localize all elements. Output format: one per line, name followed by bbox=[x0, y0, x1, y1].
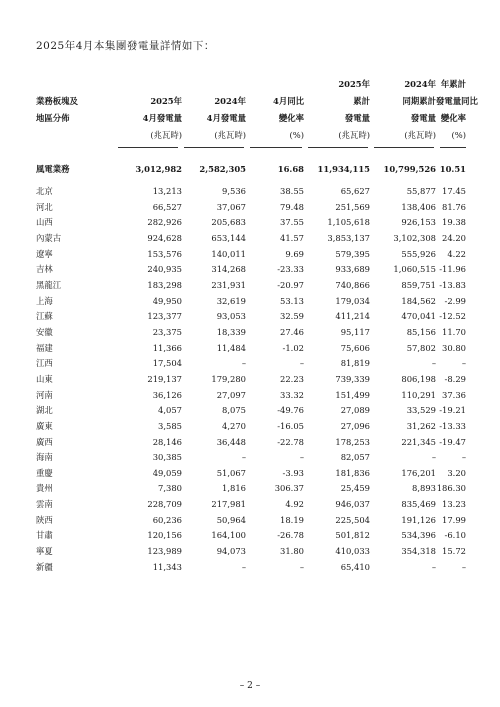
cell-apr-change: 22.23 bbox=[280, 373, 304, 384]
cell-apr-2024: 11,484 bbox=[216, 342, 246, 353]
cell-apr-2025: 28,146 bbox=[152, 436, 182, 447]
cell-apr-2024: 36,448 bbox=[216, 436, 246, 447]
table-row bbox=[36, 200, 466, 216]
cell-apr-2024: – bbox=[241, 452, 246, 463]
cell-region: 山西 bbox=[36, 217, 53, 228]
cell-ytd-change: – bbox=[461, 561, 466, 572]
cell-ytd-2024: 859,751 bbox=[401, 279, 436, 290]
header-rule bbox=[440, 147, 466, 148]
cell-region: 江蘇 bbox=[36, 311, 53, 322]
cell-ytd-change: – bbox=[461, 452, 466, 463]
header-line: (%) bbox=[451, 130, 466, 140]
cell-ytd-2025: 179,034 bbox=[335, 295, 370, 306]
cell-region: 黑龍江 bbox=[36, 279, 62, 290]
cell-apr-change: -1.02 bbox=[282, 342, 304, 353]
cell-ytd-2024: 470,041 bbox=[401, 311, 436, 322]
table-row bbox=[36, 325, 466, 341]
cell-ytd-2025: 579,395 bbox=[335, 248, 370, 259]
table-row bbox=[36, 309, 466, 325]
cell-ytd-2025: 75,606 bbox=[340, 342, 370, 353]
cell-apr-change: – bbox=[299, 358, 304, 369]
cell-apr-change: 53.13 bbox=[280, 295, 304, 306]
cell-apr-2025: 219,137 bbox=[147, 373, 182, 384]
cell-apr-2024: 50,964 bbox=[216, 514, 246, 525]
cell-ytd-2024: – bbox=[431, 452, 436, 463]
table-row bbox=[36, 513, 466, 529]
cell-ytd-2025: 740,866 bbox=[335, 279, 370, 290]
cell-apr-change: 16.68 bbox=[277, 164, 304, 174]
cell-ytd-change: 4.22 bbox=[447, 248, 466, 259]
cell-apr-2025: 924,628 bbox=[147, 232, 182, 243]
cell-ytd-change: -19.21 bbox=[439, 405, 466, 416]
cell-region: 廣西 bbox=[36, 436, 53, 447]
cell-apr-change: -3.93 bbox=[282, 467, 304, 478]
header-rule bbox=[118, 147, 178, 148]
table-row bbox=[36, 481, 466, 497]
table-row bbox=[36, 466, 466, 482]
table-row bbox=[36, 419, 466, 435]
header-line: 業務板塊及 bbox=[36, 96, 78, 106]
cell-apr-change: -22.78 bbox=[277, 436, 304, 447]
cell-ytd-2025: 501,812 bbox=[335, 530, 370, 541]
table-row bbox=[36, 497, 466, 513]
cell-ytd-2025: 181,836 bbox=[335, 467, 370, 478]
cell-apr-2025: 120,156 bbox=[147, 530, 182, 541]
cell-region: 上海 bbox=[36, 295, 53, 306]
cell-ytd-2025: 65,410 bbox=[340, 561, 370, 572]
cell-apr-2025: 123,989 bbox=[147, 546, 182, 557]
table-row bbox=[36, 247, 466, 263]
cell-apr-2025: 282,926 bbox=[147, 217, 182, 228]
header-2024-ytd bbox=[370, 76, 436, 144]
cell-ytd-2024: 10,799,526 bbox=[383, 164, 436, 174]
cell-region: 北京 bbox=[36, 186, 53, 196]
cell-ytd-change: 81.76 bbox=[442, 201, 466, 212]
cell-apr-2025: 60,236 bbox=[152, 514, 182, 525]
cell-ytd-2024: 31,262 bbox=[406, 420, 436, 431]
table-row-total bbox=[36, 162, 466, 184]
cell-ytd-2025: 178,253 bbox=[335, 436, 370, 447]
table-row bbox=[36, 278, 466, 294]
cell-ytd-2024: 184,562 bbox=[401, 295, 436, 306]
cell-ytd-change: 13.23 bbox=[442, 499, 466, 510]
cell-apr-change: -49.76 bbox=[277, 405, 304, 416]
cell-apr-change: -16.05 bbox=[277, 420, 304, 431]
cell-apr-change: 79.48 bbox=[280, 201, 304, 212]
header-line: (兆瓦時) bbox=[338, 130, 370, 140]
header-line: (兆瓦時) bbox=[404, 130, 436, 140]
cell-apr-2024: 9,536 bbox=[222, 186, 246, 196]
cell-apr-2024: 37,067 bbox=[216, 201, 246, 212]
cell-apr-2025: 11,366 bbox=[152, 342, 182, 353]
header-rule bbox=[374, 147, 434, 148]
header-apr-change bbox=[246, 93, 304, 144]
table-row bbox=[36, 544, 466, 560]
cell-ytd-change: -6.10 bbox=[444, 530, 466, 541]
header-line: 2024年 bbox=[404, 79, 436, 89]
cell-apr-2025: 49,059 bbox=[152, 467, 182, 478]
cell-ytd-change: -13.33 bbox=[439, 420, 466, 431]
header-2025-apr bbox=[118, 93, 182, 144]
header-line: 4月發電量 bbox=[206, 113, 246, 123]
cell-ytd-2025: 1,105,618 bbox=[327, 217, 370, 228]
table-row bbox=[36, 184, 466, 200]
cell-ytd-2025: 82,057 bbox=[340, 452, 370, 463]
cell-ytd-2024: – bbox=[431, 358, 436, 369]
table-row bbox=[36, 294, 466, 310]
table-row bbox=[36, 215, 466, 231]
cell-apr-change: 31.80 bbox=[280, 546, 304, 557]
cell-apr-change: – bbox=[299, 452, 304, 463]
cell-apr-2025: 3,012,982 bbox=[135, 164, 182, 174]
cell-apr-2025: 49,950 bbox=[152, 295, 182, 306]
cell-ytd-2025: 65,627 bbox=[340, 186, 370, 196]
cell-ytd-change: 17.99 bbox=[442, 514, 466, 525]
table-row bbox=[36, 528, 466, 544]
header-rule bbox=[184, 147, 244, 148]
header-region bbox=[36, 93, 106, 127]
cell-apr-change: 9.69 bbox=[285, 248, 304, 259]
table-row bbox=[36, 356, 466, 372]
table-row bbox=[36, 403, 466, 419]
cell-ytd-change: -13.83 bbox=[439, 279, 466, 290]
cell-apr-change: 33.32 bbox=[280, 389, 304, 400]
cell-apr-change: – bbox=[299, 561, 304, 572]
cell-ytd-change: 30.80 bbox=[442, 342, 466, 353]
header-line: 變化率 bbox=[278, 113, 304, 123]
table-row bbox=[36, 231, 466, 247]
cell-apr-change: 27.46 bbox=[280, 326, 304, 337]
cell-ytd-2025: 933,689 bbox=[335, 264, 370, 275]
intro-text: 2025年4月本集團發電量詳情如下： bbox=[36, 40, 215, 52]
cell-apr-2025: 66,527 bbox=[152, 201, 182, 212]
header-line: (兆瓦時) bbox=[214, 130, 246, 140]
cell-region: 雲南 bbox=[36, 499, 53, 510]
cell-region: 風電業務 bbox=[36, 164, 70, 174]
cell-region: 福建 bbox=[36, 342, 53, 353]
cell-apr-2024: 94,073 bbox=[216, 546, 246, 557]
cell-apr-2024: 32,619 bbox=[216, 295, 246, 306]
cell-apr-2025: 13,213 bbox=[152, 186, 182, 196]
cell-apr-2024: 4,270 bbox=[222, 420, 246, 431]
cell-ytd-2024: 8,893 bbox=[412, 483, 436, 494]
cell-ytd-2025: 3,853,137 bbox=[327, 232, 370, 243]
cell-ytd-2024: 926,153 bbox=[401, 217, 436, 228]
cell-ytd-change: -19.47 bbox=[439, 436, 466, 447]
cell-ytd-2024: 3,102,308 bbox=[393, 232, 436, 243]
cell-ytd-change: 19.38 bbox=[442, 217, 466, 228]
header-line: (兆瓦時) bbox=[150, 130, 182, 140]
cell-ytd-2024: 138,406 bbox=[401, 201, 436, 212]
cell-apr-2025: 3,585 bbox=[158, 420, 182, 431]
cell-region: 遼寧 bbox=[36, 248, 53, 259]
cell-apr-2024: 93,053 bbox=[216, 311, 246, 322]
cell-ytd-2025: 739,339 bbox=[335, 373, 370, 384]
cell-ytd-2024: 85,156 bbox=[406, 326, 436, 337]
cell-apr-change: 306.37 bbox=[274, 483, 304, 494]
header-line: 2025年 bbox=[150, 96, 182, 106]
cell-region: 甘肅 bbox=[36, 530, 53, 541]
cell-apr-2025: 4,057 bbox=[158, 405, 182, 416]
cell-ytd-2024: 1,060,515 bbox=[393, 264, 436, 275]
cell-apr-change: 18.19 bbox=[280, 514, 304, 525]
cell-apr-2025: 7,380 bbox=[158, 483, 182, 494]
cell-ytd-change: -11.96 bbox=[439, 264, 466, 275]
header-line: 2024年 bbox=[214, 96, 246, 106]
cell-apr-2024: 140,011 bbox=[211, 248, 246, 259]
cell-ytd-change: 15.72 bbox=[442, 546, 466, 557]
cell-ytd-2024: 221,345 bbox=[401, 436, 436, 447]
cell-ytd-2024: 191,126 bbox=[401, 514, 436, 525]
cell-region: 河北 bbox=[36, 201, 53, 212]
generation-table bbox=[36, 162, 466, 575]
header-line: 同期累計 bbox=[402, 96, 436, 106]
cell-ytd-2025: 95,117 bbox=[340, 326, 370, 337]
cell-region: 寧夏 bbox=[36, 546, 53, 557]
cell-region: 貴州 bbox=[36, 483, 53, 494]
header-2024-apr bbox=[182, 93, 246, 144]
cell-ytd-2025: 151,499 bbox=[335, 389, 370, 400]
cell-ytd-2025: 11,934,115 bbox=[317, 164, 370, 174]
header-rule bbox=[308, 147, 368, 148]
header-line: 發電量 bbox=[410, 113, 436, 123]
cell-apr-2024: 8,075 bbox=[222, 405, 246, 416]
cell-ytd-change: 37.36 bbox=[442, 389, 466, 400]
cell-region: 湖北 bbox=[36, 405, 53, 416]
cell-ytd-2024: 33,529 bbox=[406, 405, 436, 416]
cell-apr-2025: 123,377 bbox=[147, 311, 182, 322]
cell-ytd-2024: 534,396 bbox=[401, 530, 436, 541]
cell-apr-2024: 164,100 bbox=[211, 530, 246, 541]
header-2025-ytd bbox=[304, 76, 370, 144]
cell-ytd-2025: 25,459 bbox=[340, 483, 370, 494]
cell-apr-2025: 11,343 bbox=[152, 561, 182, 572]
cell-apr-2025: 17,504 bbox=[152, 358, 182, 369]
cell-apr-change: 38.55 bbox=[280, 186, 304, 196]
cell-ytd-2025: 225,504 bbox=[335, 514, 370, 525]
cell-ytd-2024: 354,318 bbox=[401, 546, 436, 557]
header-line: 2025年 bbox=[338, 79, 370, 89]
cell-apr-change: -20.97 bbox=[277, 279, 304, 290]
cell-ytd-2024: 110,291 bbox=[401, 389, 436, 400]
cell-apr-2024: 217,981 bbox=[211, 499, 246, 510]
cell-region: 重慶 bbox=[36, 467, 53, 478]
cell-apr-2025: 228,709 bbox=[147, 499, 182, 510]
cell-region: 江西 bbox=[36, 358, 53, 369]
cell-region: 海南 bbox=[36, 452, 53, 463]
cell-ytd-2025: 410,033 bbox=[335, 546, 370, 557]
cell-apr-2024: 2,582,305 bbox=[199, 164, 246, 174]
cell-apr-2024: 179,280 bbox=[211, 373, 246, 384]
table-row bbox=[36, 341, 466, 357]
cell-apr-change: -26.78 bbox=[277, 530, 304, 541]
cell-region: 河南 bbox=[36, 389, 53, 400]
cell-apr-change: 37.55 bbox=[280, 217, 304, 228]
header-line: 累計 bbox=[353, 96, 370, 106]
cell-region: 廣東 bbox=[36, 420, 53, 431]
cell-ytd-2025: 27,089 bbox=[340, 405, 370, 416]
header-ytd-change bbox=[436, 76, 478, 144]
cell-apr-2024: 205,683 bbox=[211, 217, 246, 228]
cell-ytd-change: -12.52 bbox=[439, 311, 466, 322]
cell-apr-2024: 653,144 bbox=[211, 232, 246, 243]
cell-region: 內蒙古 bbox=[36, 232, 62, 243]
cell-ytd-change: 3.20 bbox=[447, 467, 466, 478]
header-line: 年累計 bbox=[440, 79, 466, 89]
cell-region: 吉林 bbox=[36, 264, 53, 275]
cell-ytd-change: -8.29 bbox=[444, 373, 466, 384]
cell-apr-change: 41.57 bbox=[280, 232, 304, 243]
cell-ytd-2025: 946,037 bbox=[335, 499, 370, 510]
header-line: (%) bbox=[289, 130, 304, 140]
table-row bbox=[36, 450, 466, 466]
cell-ytd-2024: 176,201 bbox=[401, 467, 436, 478]
cell-ytd-2025: 81,819 bbox=[340, 358, 370, 369]
table-row bbox=[36, 560, 466, 576]
table-row bbox=[36, 388, 466, 404]
cell-ytd-2025: 251,569 bbox=[335, 201, 370, 212]
cell-apr-2025: 36,126 bbox=[152, 389, 182, 400]
cell-apr-change: -23.33 bbox=[277, 264, 304, 275]
cell-apr-2024: 314,268 bbox=[211, 264, 246, 275]
header-line: 變化率 bbox=[440, 113, 466, 123]
table-row bbox=[36, 435, 466, 451]
header-line: 地區分佈 bbox=[36, 113, 70, 123]
cell-apr-2024: – bbox=[241, 358, 246, 369]
header-line: 發電量同比 bbox=[436, 96, 478, 106]
cell-apr-2024: 231,931 bbox=[211, 279, 246, 290]
header-line: 4月同比 bbox=[273, 96, 304, 106]
cell-ytd-change: 186.30 bbox=[436, 483, 466, 494]
cell-apr-2025: 153,576 bbox=[147, 248, 182, 259]
cell-region: 陝西 bbox=[36, 514, 53, 525]
page-number: – 2 – bbox=[239, 681, 261, 691]
cell-ytd-change: 11.70 bbox=[442, 326, 466, 337]
cell-ytd-2025: 411,214 bbox=[335, 311, 370, 322]
cell-apr-change: 4.92 bbox=[285, 499, 304, 510]
cell-ytd-change: 10.51 bbox=[439, 164, 466, 174]
cell-apr-2025: 240,935 bbox=[147, 264, 182, 275]
cell-ytd-2024: 555,926 bbox=[401, 248, 436, 259]
table-row bbox=[36, 372, 466, 388]
cell-apr-2024: 51,067 bbox=[216, 467, 246, 478]
cell-apr-2025: 30,385 bbox=[152, 452, 182, 463]
cell-ytd-2024: 806,198 bbox=[401, 373, 436, 384]
header-line: 4月發電量 bbox=[142, 113, 182, 123]
cell-apr-change: 32.59 bbox=[280, 311, 304, 322]
cell-apr-2024: 27,097 bbox=[216, 389, 246, 400]
cell-region: 新疆 bbox=[36, 561, 53, 572]
cell-region: 安徽 bbox=[36, 326, 53, 337]
cell-region: 山東 bbox=[36, 373, 53, 384]
cell-ytd-change: 17.45 bbox=[442, 186, 466, 196]
cell-apr-2024: 18,339 bbox=[216, 326, 246, 337]
cell-apr-2025: 183,298 bbox=[147, 279, 182, 290]
cell-ytd-2024: – bbox=[431, 561, 436, 572]
cell-ytd-2025: 27,096 bbox=[340, 420, 370, 431]
cell-ytd-change: 24.20 bbox=[442, 232, 466, 243]
cell-ytd-2024: 55,877 bbox=[406, 186, 436, 196]
header-line: 發電量 bbox=[344, 113, 370, 123]
cell-ytd-change: -2.99 bbox=[444, 295, 466, 306]
cell-ytd-change: – bbox=[461, 358, 466, 369]
cell-apr-2024: – bbox=[241, 561, 246, 572]
header-rule bbox=[250, 147, 302, 148]
cell-ytd-2024: 57,802 bbox=[406, 342, 436, 353]
table-row bbox=[36, 262, 466, 278]
cell-ytd-2024: 835,469 bbox=[401, 499, 436, 510]
cell-apr-2024: 1,816 bbox=[222, 483, 246, 494]
cell-apr-2025: 23,375 bbox=[152, 326, 182, 337]
